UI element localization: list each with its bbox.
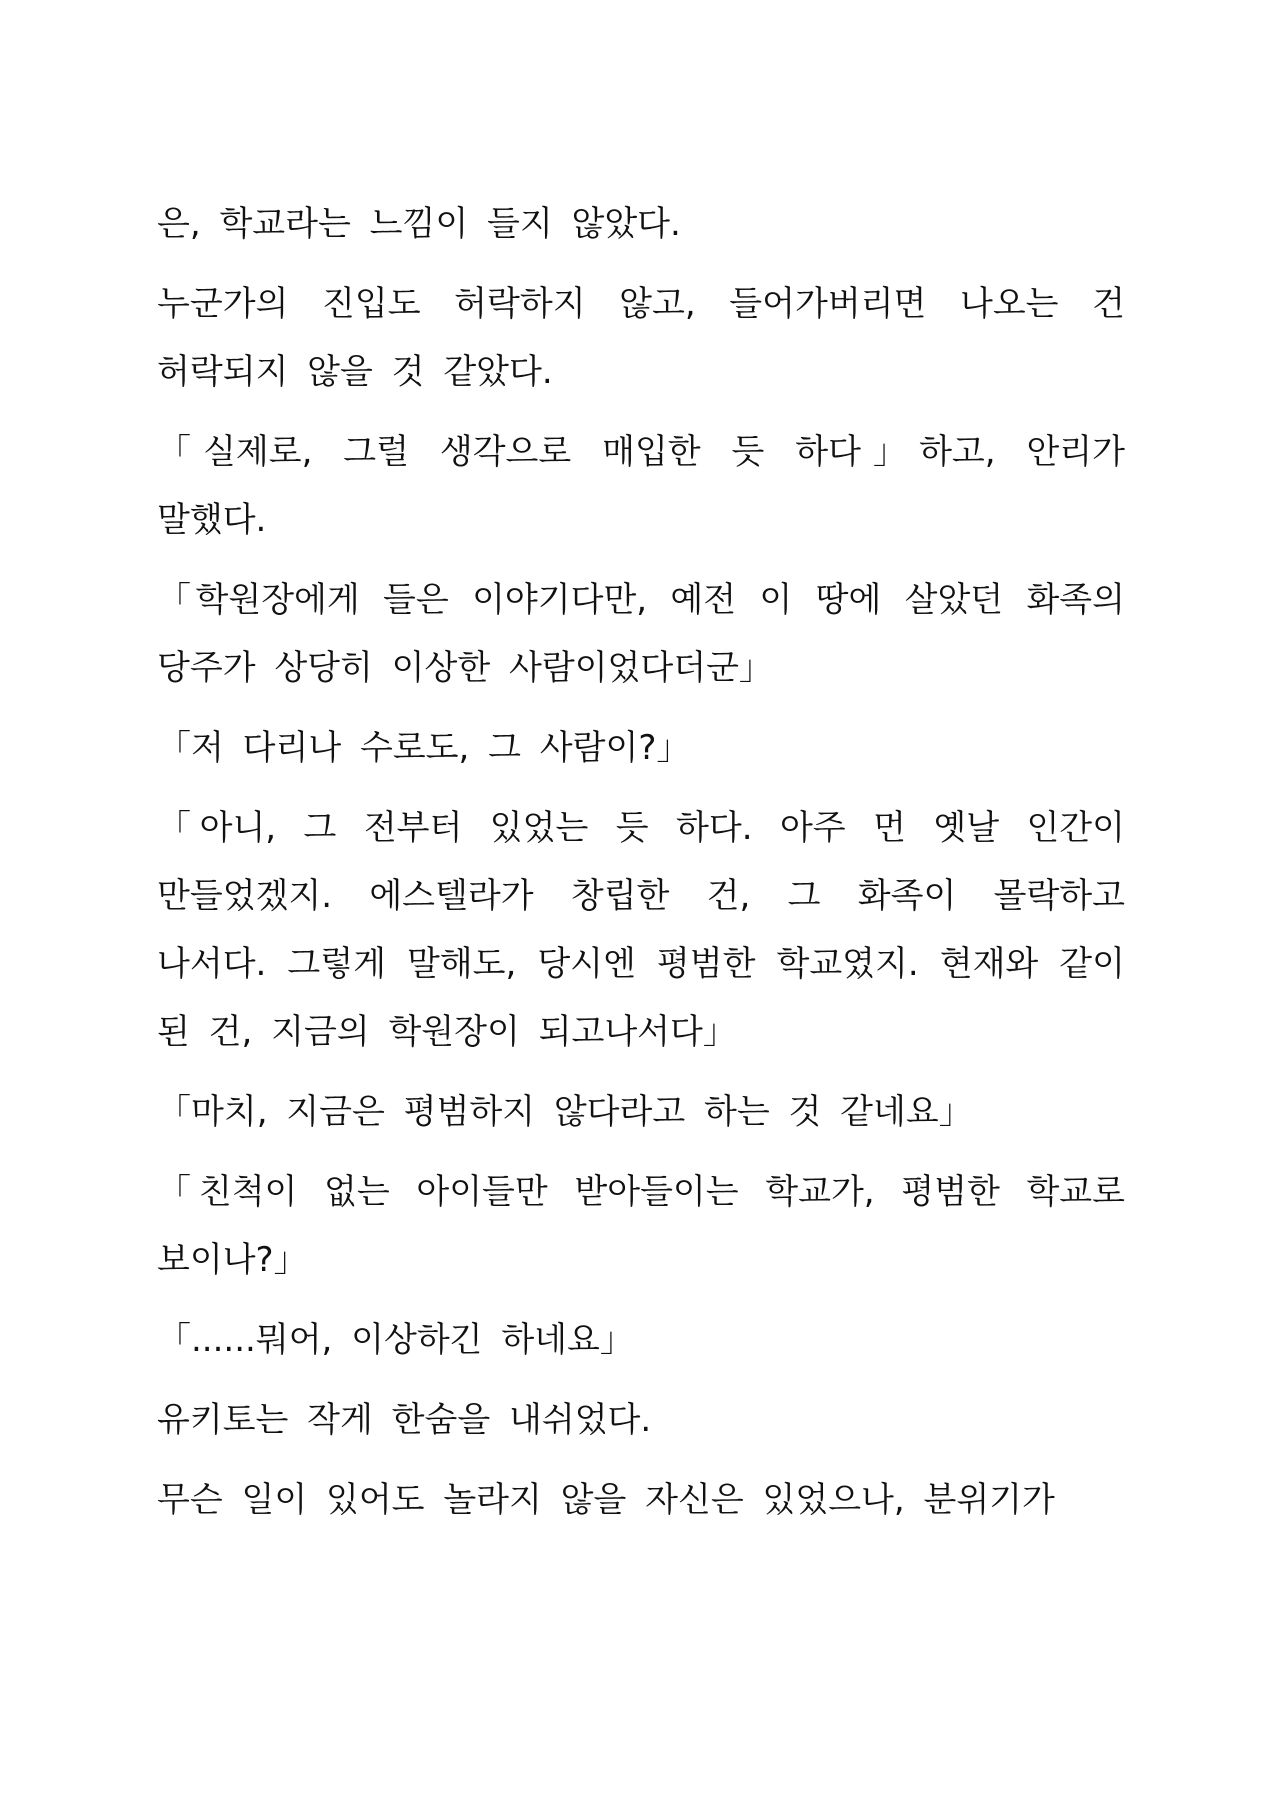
paragraph-10: 유키토는 작게 한숨을 내쉬었다.	[157, 1400, 652, 1440]
paragraph-9: 「......뭐어, 이상하긴 하네요」	[157, 1320, 634, 1360]
paragraph-4: 「학원장에게 들은 이야기다만, 예전 이 땅에 살았던 화족의 당주가 상당히 이상한 사람이었다더군」	[157, 580, 1125, 688]
paragraph-3: 「실제로, 그럴 생각으로 매입한 듯 하다」하고, 안리가 말했다.	[157, 432, 1125, 540]
paragraph-5: 「저 다리나 수로도, 그 사람이?」	[157, 728, 691, 768]
document-page	[157, 190, 1125, 1546]
paragraph-2: 누군가의 진입도 허락하지 않고, 들어가버리면 나오는 건 허락되지 않을 것 같았다.	[157, 284, 1125, 392]
paragraph-11: 무슨 일이 있어도 놀라지 않을 자신은 있었으나, 분위기가	[157, 1480, 1055, 1520]
paragraph-6: 「아니, 그 전부터 있었는 듯 하다. 아주 먼 옛날 인간이 만들었겠지. 에스텔라가 창립한 건, 그 화족이 몰락하고 나서다. 그렇게 말해도, 당시엔 평범한 학교였지. 현재와 같이 된 건, 지금의 학원장이 되고나서다」	[157, 808, 1125, 1052]
paragraph-7: 「마치, 지금은 평범하지 않다라고 하는 것 같네요」	[157, 1092, 973, 1132]
paragraph-8: 「친척이 없는 아이들만 받아들이는 학교가, 평범한 학교로 보이나?」	[157, 1172, 1125, 1280]
paragraph-1: 은, 학교라는 느낌이 들지 않았다.	[157, 204, 681, 244]
